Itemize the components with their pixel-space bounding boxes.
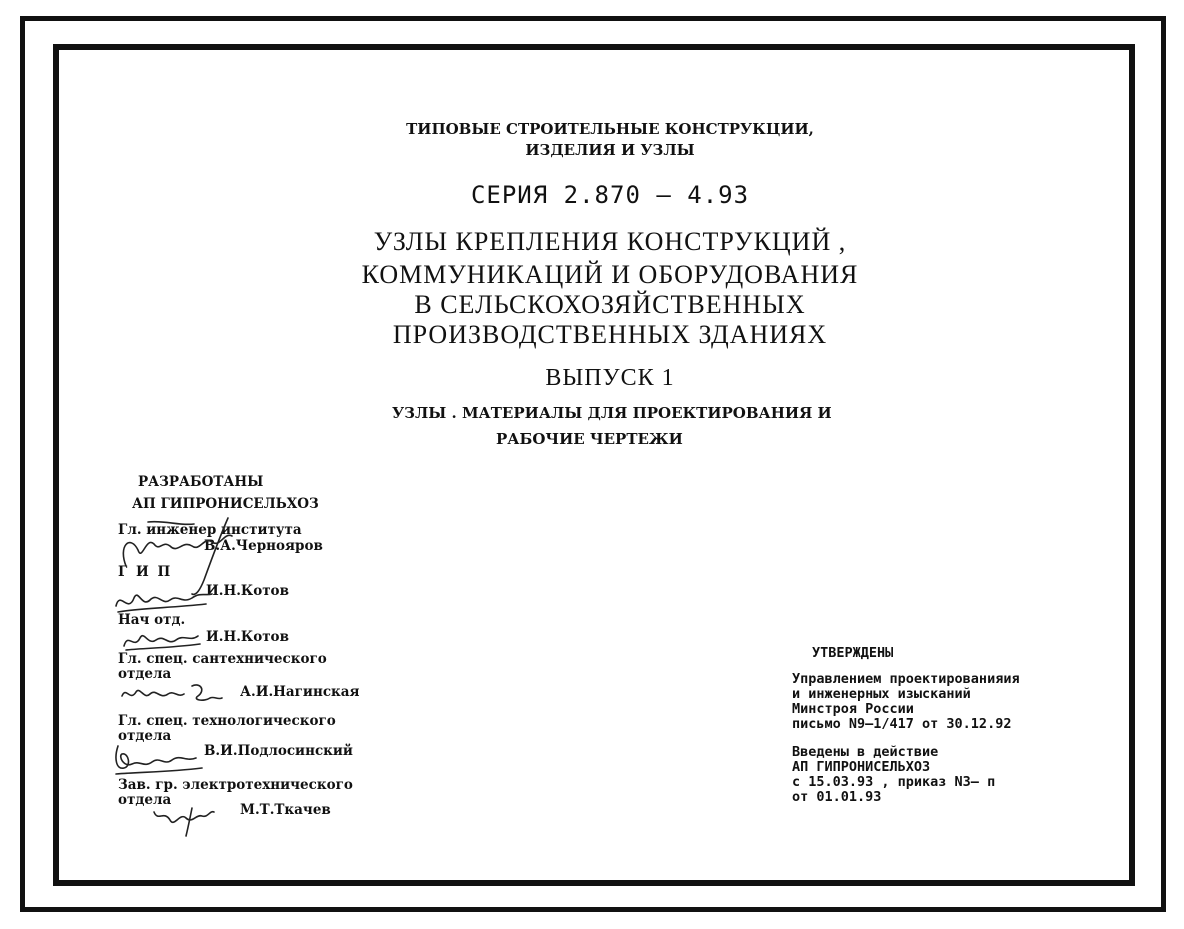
electro-role-line-2: отдела bbox=[118, 792, 172, 808]
dept-head-role: Нач отд. bbox=[118, 612, 186, 628]
sanitary-role-line-2: отдела bbox=[118, 666, 172, 682]
chief-engineer-name: В.А.Чернояров bbox=[204, 538, 323, 554]
developed-org: АП ГИПРОНИСЕЛЬХОЗ bbox=[132, 496, 319, 512]
electro-name: М.Т.Ткачев bbox=[240, 802, 331, 818]
approved-line-5: Введены в действие bbox=[792, 744, 939, 760]
subtitle-line-2: РАБОЧИЕ ЧЕРТЕЖИ bbox=[496, 430, 683, 448]
title-line-4: ПРОИЗВОДСТВЕННЫХ ЗДАНИЯХ bbox=[392, 320, 828, 349]
sanitary-signature bbox=[118, 676, 228, 710]
approved-line-3: Минстроя России bbox=[792, 701, 914, 717]
dept-head-name: И.Н.Котов bbox=[206, 629, 289, 645]
tech-name: В.И.Подлосинский bbox=[204, 743, 353, 759]
header-line-2: ИЗДЕЛИЯ И УЗЛЫ bbox=[525, 141, 695, 159]
sanitary-name: А.И.Нагинская bbox=[240, 684, 360, 700]
series-number: СЕРИЯ 2.870 – 4.93 bbox=[470, 181, 750, 209]
approved-line-8: от 01.01.93 bbox=[792, 789, 882, 805]
gip-role: Г И П bbox=[118, 564, 173, 580]
subtitle-line-1: УЗЛЫ . МАТЕРИАЛЫ ДЛЯ ПРОЕКТИРОВАНИЯ И bbox=[392, 404, 832, 422]
tech-role-line-2: отдела bbox=[118, 728, 172, 744]
approved-line-7: с 15.03.93 , приказ N3– п bbox=[792, 774, 996, 790]
gip-signature bbox=[110, 578, 220, 618]
tech-role-line-1: Гл. спец. технологического bbox=[118, 713, 336, 729]
issue-number: ВЫПУСК 1 bbox=[545, 365, 675, 391]
title-line-1: УЗЛЫ КРЕПЛЕНИЯ КОНСТРУКЦИЙ , bbox=[373, 227, 847, 256]
approved-line-4: письмо N9–1/417 от 30.12.92 bbox=[792, 716, 1012, 732]
sanitary-role-line-1: Гл. спец. сантехнического bbox=[118, 651, 327, 667]
inner-border bbox=[53, 44, 1135, 886]
developed-heading: РАЗРАБОТАНЫ bbox=[138, 474, 264, 490]
tech-signature bbox=[110, 738, 210, 778]
header-line-1: ТИПОВЫЕ СТРОИТЕЛЬНЫЕ КОНСТРУКЦИИ, bbox=[406, 120, 814, 138]
electro-role-line-1: Зав. гр. электротехнического bbox=[118, 777, 353, 793]
approved-line-1: Управлением проектированияия bbox=[792, 671, 1020, 687]
approved-line-2: и инженерных изысканий bbox=[792, 686, 971, 702]
gip-name: И.Н.Котов bbox=[206, 583, 289, 599]
approved-line-6: АП ГИПРОНИСЕЛЬХОЗ bbox=[792, 759, 931, 775]
approved-heading: УТВЕРЖДЕНЫ bbox=[812, 645, 894, 661]
chief-engineer-role: Гл. инженер института bbox=[118, 522, 302, 538]
electro-signature bbox=[148, 800, 218, 840]
title-line-2: КОММУНИКАЦИЙ И ОБОРУДОВАНИЯ bbox=[361, 260, 859, 289]
title-line-3: В СЕЛЬСКОХОЗЯЙСТВЕННЫХ bbox=[414, 290, 806, 319]
dept-head-signature bbox=[120, 622, 210, 654]
